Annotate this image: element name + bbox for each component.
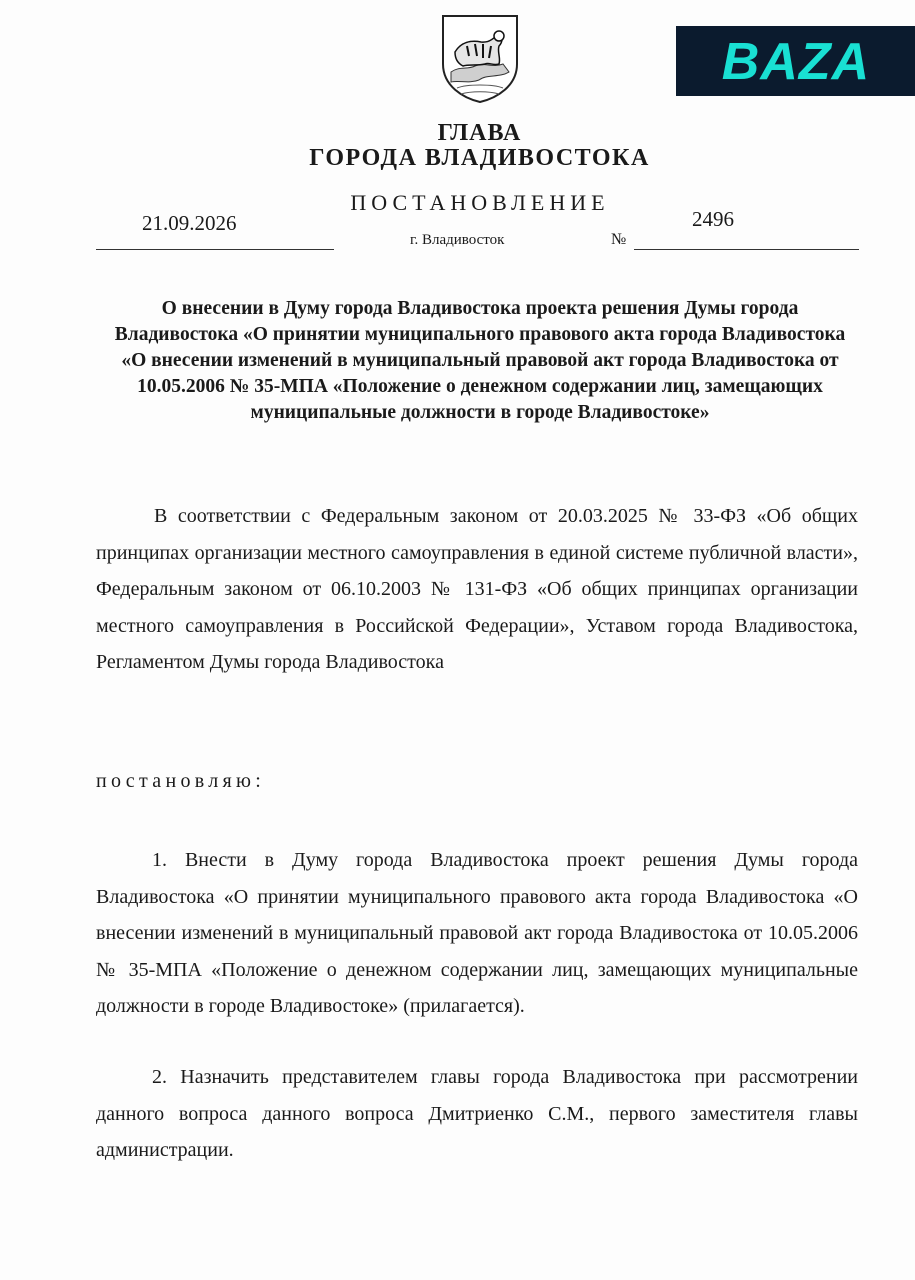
number-sign: №: [611, 231, 627, 248]
authority-subtitle: ГОРОДА ВЛАДИВОСТОКА: [309, 145, 650, 171]
document-city: г. Владивосток: [410, 232, 505, 248]
document-type: ПОСТАНОВЛЕНИЕ: [350, 190, 610, 215]
number-field: [634, 205, 859, 250]
date-field: [96, 209, 334, 250]
svg-text:BAZA: BAZA: [721, 35, 870, 87]
resolution-item-1: 1. Внести в Думу города Владивостока проект решения Думы города Владивостока «О принятии муниципального правового акта города Владивостока «О внесении изменений в муниципальный правовой акт города Владивостока от 10.05.2006 № 35-МПА «Положение о денежном содержании лиц, замещающих муниципальные должности в городе Владивостоке» (прилагается).: [96, 849, 858, 1017]
document-subject: О внесении в Думу города Владивостока проекта решения Думы города Владивостока «О принятии муниципального правового акта города Владивостока «О внесении изменений в муниципальный правовой акт города Владивостока от 10.05.2006 № 35-МПА «Положение о денежном содержании лиц, замещающих муниципальные должности в городе Владивостоке»: [114, 298, 846, 423]
preamble-paragraph: В соответствии с Федеральным законом от 20.03.2025 № 33-ФЗ «Об общих принципах организации местного самоуправления в единой системе публичной власти», Федеральным законом от 06.10.2003 № 131-ФЗ «Об общих принципах организации местного самоуправления в Российской Федерации», Уставом города Владивостока, Регламентом Думы города Владивостока: [96, 505, 858, 673]
baza-watermark: [676, 26, 915, 96]
resolution-item-2: 2. Назначить представителем главы города Владивостока при рассмотрении данного вопроса данного вопроса Дмитриенко С.М., первого заместителя главы администрации.: [96, 1066, 858, 1161]
baza-logo: [696, 35, 896, 87]
authority-title: ГЛАВА: [437, 120, 522, 146]
tiger-coat-of-arms-icon: [437, 12, 523, 104]
document-number: 2496: [692, 207, 734, 231]
decree-word: постановляю:: [96, 770, 266, 792]
document-date: 21.09.2026: [142, 211, 237, 235]
